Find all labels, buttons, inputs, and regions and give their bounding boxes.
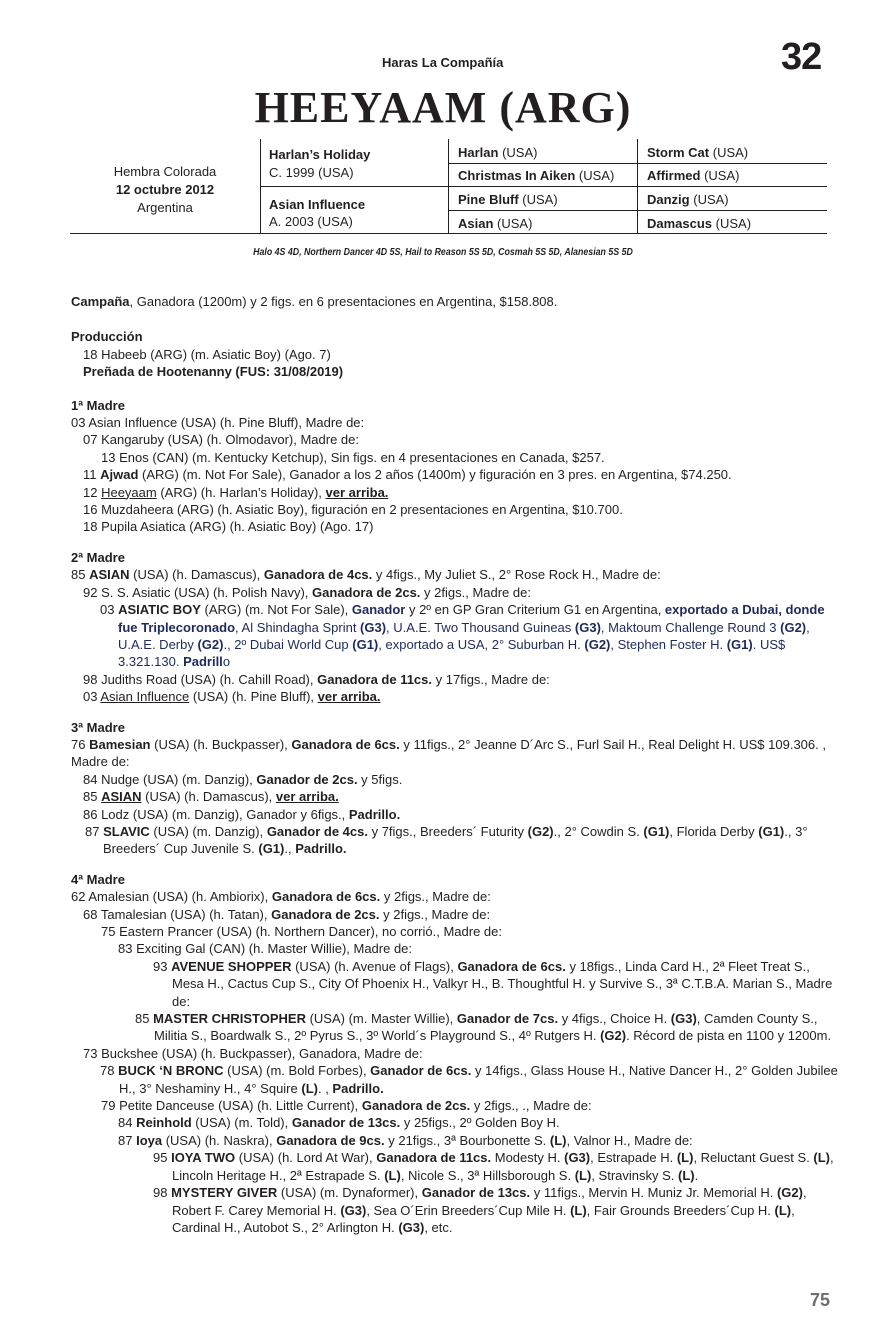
grandparent: Christmas In Aiken (USA) <box>458 168 615 183</box>
third-dam-heading: 3ª Madre <box>71 719 125 735</box>
second-dam-line: 03 ASIATIC BOY (ARG) (m. Not For Sale), Ganador y 2º en GP Gran Criterium G1 en Argentina, exportado a Dubai, donde fue Triplecoronado, Al Shindagha Sprint (G3), U.A.E. Two Thousand Guineas (G3), Maktoum Challenge Round 3 (G2), U.A.E. Derby (G2)., 2º Dubai World Cup (G1), exportado a USA, 2° Suburban H. (G2), Stephen Foster H. (G1). US$ 3.321.130. Padrillo <box>100 602 825 670</box>
stud-name: Haras La Compañía <box>382 55 504 70</box>
first-dam-line: 13 Enos (CAN) (m. Kentucky Ketchup), Sin figs. en 4 presentaciones en Canada, $257. <box>101 449 605 465</box>
fourth-dam-line: 68 Tamalesian (USA) (h. Tatan), Ganadora de 2cs. y 2figs., Madre de: <box>83 906 491 922</box>
grandparent: Harlan (USA) <box>458 145 538 160</box>
fourth-dam-line: 78 BUCK ‘N BRONC (USA) (m. Bold Forbes), Ganador de 6cs. y 14figs., Glass House H., Native Dancer H., 2° Golden Jubilee H., 3° Neshaminy H., 4° Squire (L). , Padrillo. <box>100 1063 838 1096</box>
horse-sex-color: Hembra Colorada <box>113 164 217 179</box>
fourth-dam-line: 75 Eastern Prancer (USA) (h. Northern Dancer), no corrió., Madre de: <box>101 924 502 939</box>
second-dam-line: 92 S. S. Asiatic (USA) (h. Polish Navy), Ganadora de 2cs. y 2figs., Madre de: <box>83 584 531 600</box>
grandparent: Asian (USA) <box>458 216 533 231</box>
third-dam-line: 85 ASIAN (USA) (h. Damascus), ver arriba. <box>83 789 339 805</box>
third-dam-line: 76 Bamesian (USA) (h. Buckpasser), Ganadora de 6cs. y 11figs., 2° Jeanne D´Arc S., Furl Sail H., Real Delight H. US$ 109.306. , Madre de: <box>71 736 826 770</box>
production-line: 18 Habeeb (ARG) (m. Asiatic Boy) (Ago. 7) <box>83 346 331 362</box>
first-dam-line: 16 Muzdaheera (ARG) (h. Asiatic Boy), figuración en 2 presentaciones en Argentina, $10.700. <box>83 502 623 518</box>
second-dam-line: 03 Asian Influence (USA) (h. Pine Bluff), ver arriba. <box>83 689 381 705</box>
second-dam-heading: 2ª Madre <box>71 549 125 565</box>
fourth-dam-line: 87 Ioya (USA) (h. Naskra), Ganadora de 9cs. y 21figs., 3ª Bourbonette S. (L), Valnor H., Madre de: <box>118 1132 693 1148</box>
third-dam-line: 87 SLAVIC (USA) (m. Danzig), Ganador de 4cs. y 7figs., Breeders´ Futurity (G2)., 2° Cowdin S. (G1), Florida Derby (G1)., 3° Breeders´ Cup Juvenile S. (G1)., Padrillo. <box>85 823 808 857</box>
fourth-dam-heading: 4ª Madre <box>71 871 125 887</box>
second-dam-line: 98 Judiths Road (USA) (h. Cahill Road), Ganadora de 11cs. y 17figs., Madre de: <box>83 671 550 687</box>
third-dam-line: 84 Nudge (USA) (m. Danzig), Ganador de 2cs. y 5figs. <box>83 771 403 787</box>
third-dam-line: 86 Lodz (USA) (m. Danzig), Ganador y 6figs., Padrillo. <box>83 806 401 822</box>
dam-detail: A. 2003 (USA) <box>269 214 353 229</box>
page-number: 75 <box>810 1290 831 1310</box>
great-grandparent: Affirmed (USA) <box>647 168 740 183</box>
fourth-dam-line: 93 AVENUE SHOPPER (USA) (h. Avenue of Flags), Ganadora de 6cs. y 18figs., Linda Card H., 2ª Fleet Treat S., Mesa H., Cactus Cup S., City Of Phoenix H., Valkyr H., B. Thoughtful H. y Survive S., 3ª C.T.B.A. Marian S., Madre de: <box>153 958 833 1009</box>
lot-number: 32 <box>781 36 822 78</box>
campaign: Campaña, Ganadora (1200m) y 2 figs. en 6 presentaciones en Argentina, $158.808. <box>71 294 558 309</box>
fourth-dam-line: 73 Buckshee (USA) (h. Buckpasser), Ganadora, Madre de: <box>83 1045 423 1061</box>
production-heading: Producción <box>71 329 143 345</box>
first-dam-heading: 1ª Madre <box>71 397 125 413</box>
pedigree-bottom-rule <box>70 233 827 234</box>
fourth-dam-line: 95 IOYA TWO (USA) (h. Lord At War), Ganadora de 11cs. Modesty H. (G3), Estrapade H. (L), Reluctant Guest S. (L), Lincoln Heritage H., 2ª Estrapade S. (L), Nicole S., 3ª Hillsborough S. (L), Stravinsky S. (L). <box>153 1150 834 1183</box>
fourth-dam-line: 84 Reinhold (USA) (m. Told), Ganador de 13cs. y 25figs., 2º Golden Boy H. <box>118 1115 560 1131</box>
great-grandparent: Storm Cat (USA) <box>647 145 749 160</box>
first-dam-line: 07 Kangaruby (USA) (h. Olmodavor), Madre de: <box>83 432 360 448</box>
first-dam-line: 12 Heeyaam (ARG) (h. Harlan’s Holiday), ver arriba. <box>83 484 389 500</box>
inbreeding-line: Halo 4S 4D, Northern Dancer 4D 5S, Hail to Reason 5S 5D, Cosmah 5S 5D, Alanesian 5S 5D <box>253 247 633 258</box>
fourth-dam-line: 98 MYSTERY GIVER (USA) (m. Dynaformer), Ganador de 13cs. y 11figs., Mervin H. Muniz Jr. Memorial H. (G2), Robert F. Carey Memorial H. (G3), Sea O´Erin Breeders´Cup Mile H. (L), Fair Grounds Breeders´Cup H. (L), Cardinal H., Autobot S., 2° Arlington H. (G3), etc. <box>153 1185 807 1235</box>
second-dam-line: 85 ASIAN (USA) (h. Damascus), Ganadora de 4cs. y 4figs., My Juliet S., 2° Rose Rock H., Madre de: <box>71 567 661 583</box>
grandparent: Pine Bluff (USA) <box>458 192 558 207</box>
horse-birthdate: 12 octubre 2012 <box>115 182 215 197</box>
fourth-dam-line: 85 MASTER CHRISTOPHER (USA) (m. Master Willie), Ganador de 7cs. y 4figs., Choice H. (G3), Camden County S., Militia S., Boardwalk S., 2º Pyrus S., 3º World´s Playground S., 4º Rutgers H. (G2). Récord de pista en 1100 y 1200m. <box>135 1011 832 1044</box>
great-grandparent: Danzig (USA) <box>647 192 729 207</box>
first-dam-line: 03 Asian Influence (USA) (h. Pine Bluff), Madre de: <box>71 415 365 431</box>
dam-name: Asian Influence <box>269 197 366 212</box>
catalog-body <box>71 293 841 1236</box>
first-dam-line: 11 Ajwad (ARG) (m. Not For Sale), Ganador a los 2 años (1400m) y figuración en 3 pres. en Argentina, $74.250. <box>83 467 732 483</box>
horse-description <box>70 163 260 217</box>
sire-name: Harlan’s Holiday <box>269 147 371 162</box>
pedigree-divider <box>448 163 827 164</box>
horse-name: HEEYAAM (ARG) <box>254 83 632 132</box>
fourth-dam-line: 79 Petite Danceuse (USA) (h. Little Current), Ganadora de 2cs. y 2figs., ., Madre de: <box>101 1098 592 1114</box>
sire-detail: C. 1999 (USA) <box>269 165 354 180</box>
pedigree-divider <box>448 210 827 211</box>
production-line: Preñada de Hootenanny (FUS: 31/08/2019) <box>83 364 344 380</box>
fourth-dam-line: 83 Exciting Gal (CAN) (h. Master Willie), Madre de: <box>118 941 413 957</box>
pedigree-divider <box>260 186 827 187</box>
great-grandparent: Damascus (USA) <box>647 216 752 231</box>
horse-country: Argentina <box>137 200 193 215</box>
fourth-dam-line: 62 Amalesian (USA) (h. Ambiorix), Ganadora de 6cs. y 2figs., Madre de: <box>71 889 491 905</box>
first-dam-line: 18 Pupila Asiatica (ARG) (h. Asiatic Boy) (Ago. 17) <box>83 519 374 535</box>
